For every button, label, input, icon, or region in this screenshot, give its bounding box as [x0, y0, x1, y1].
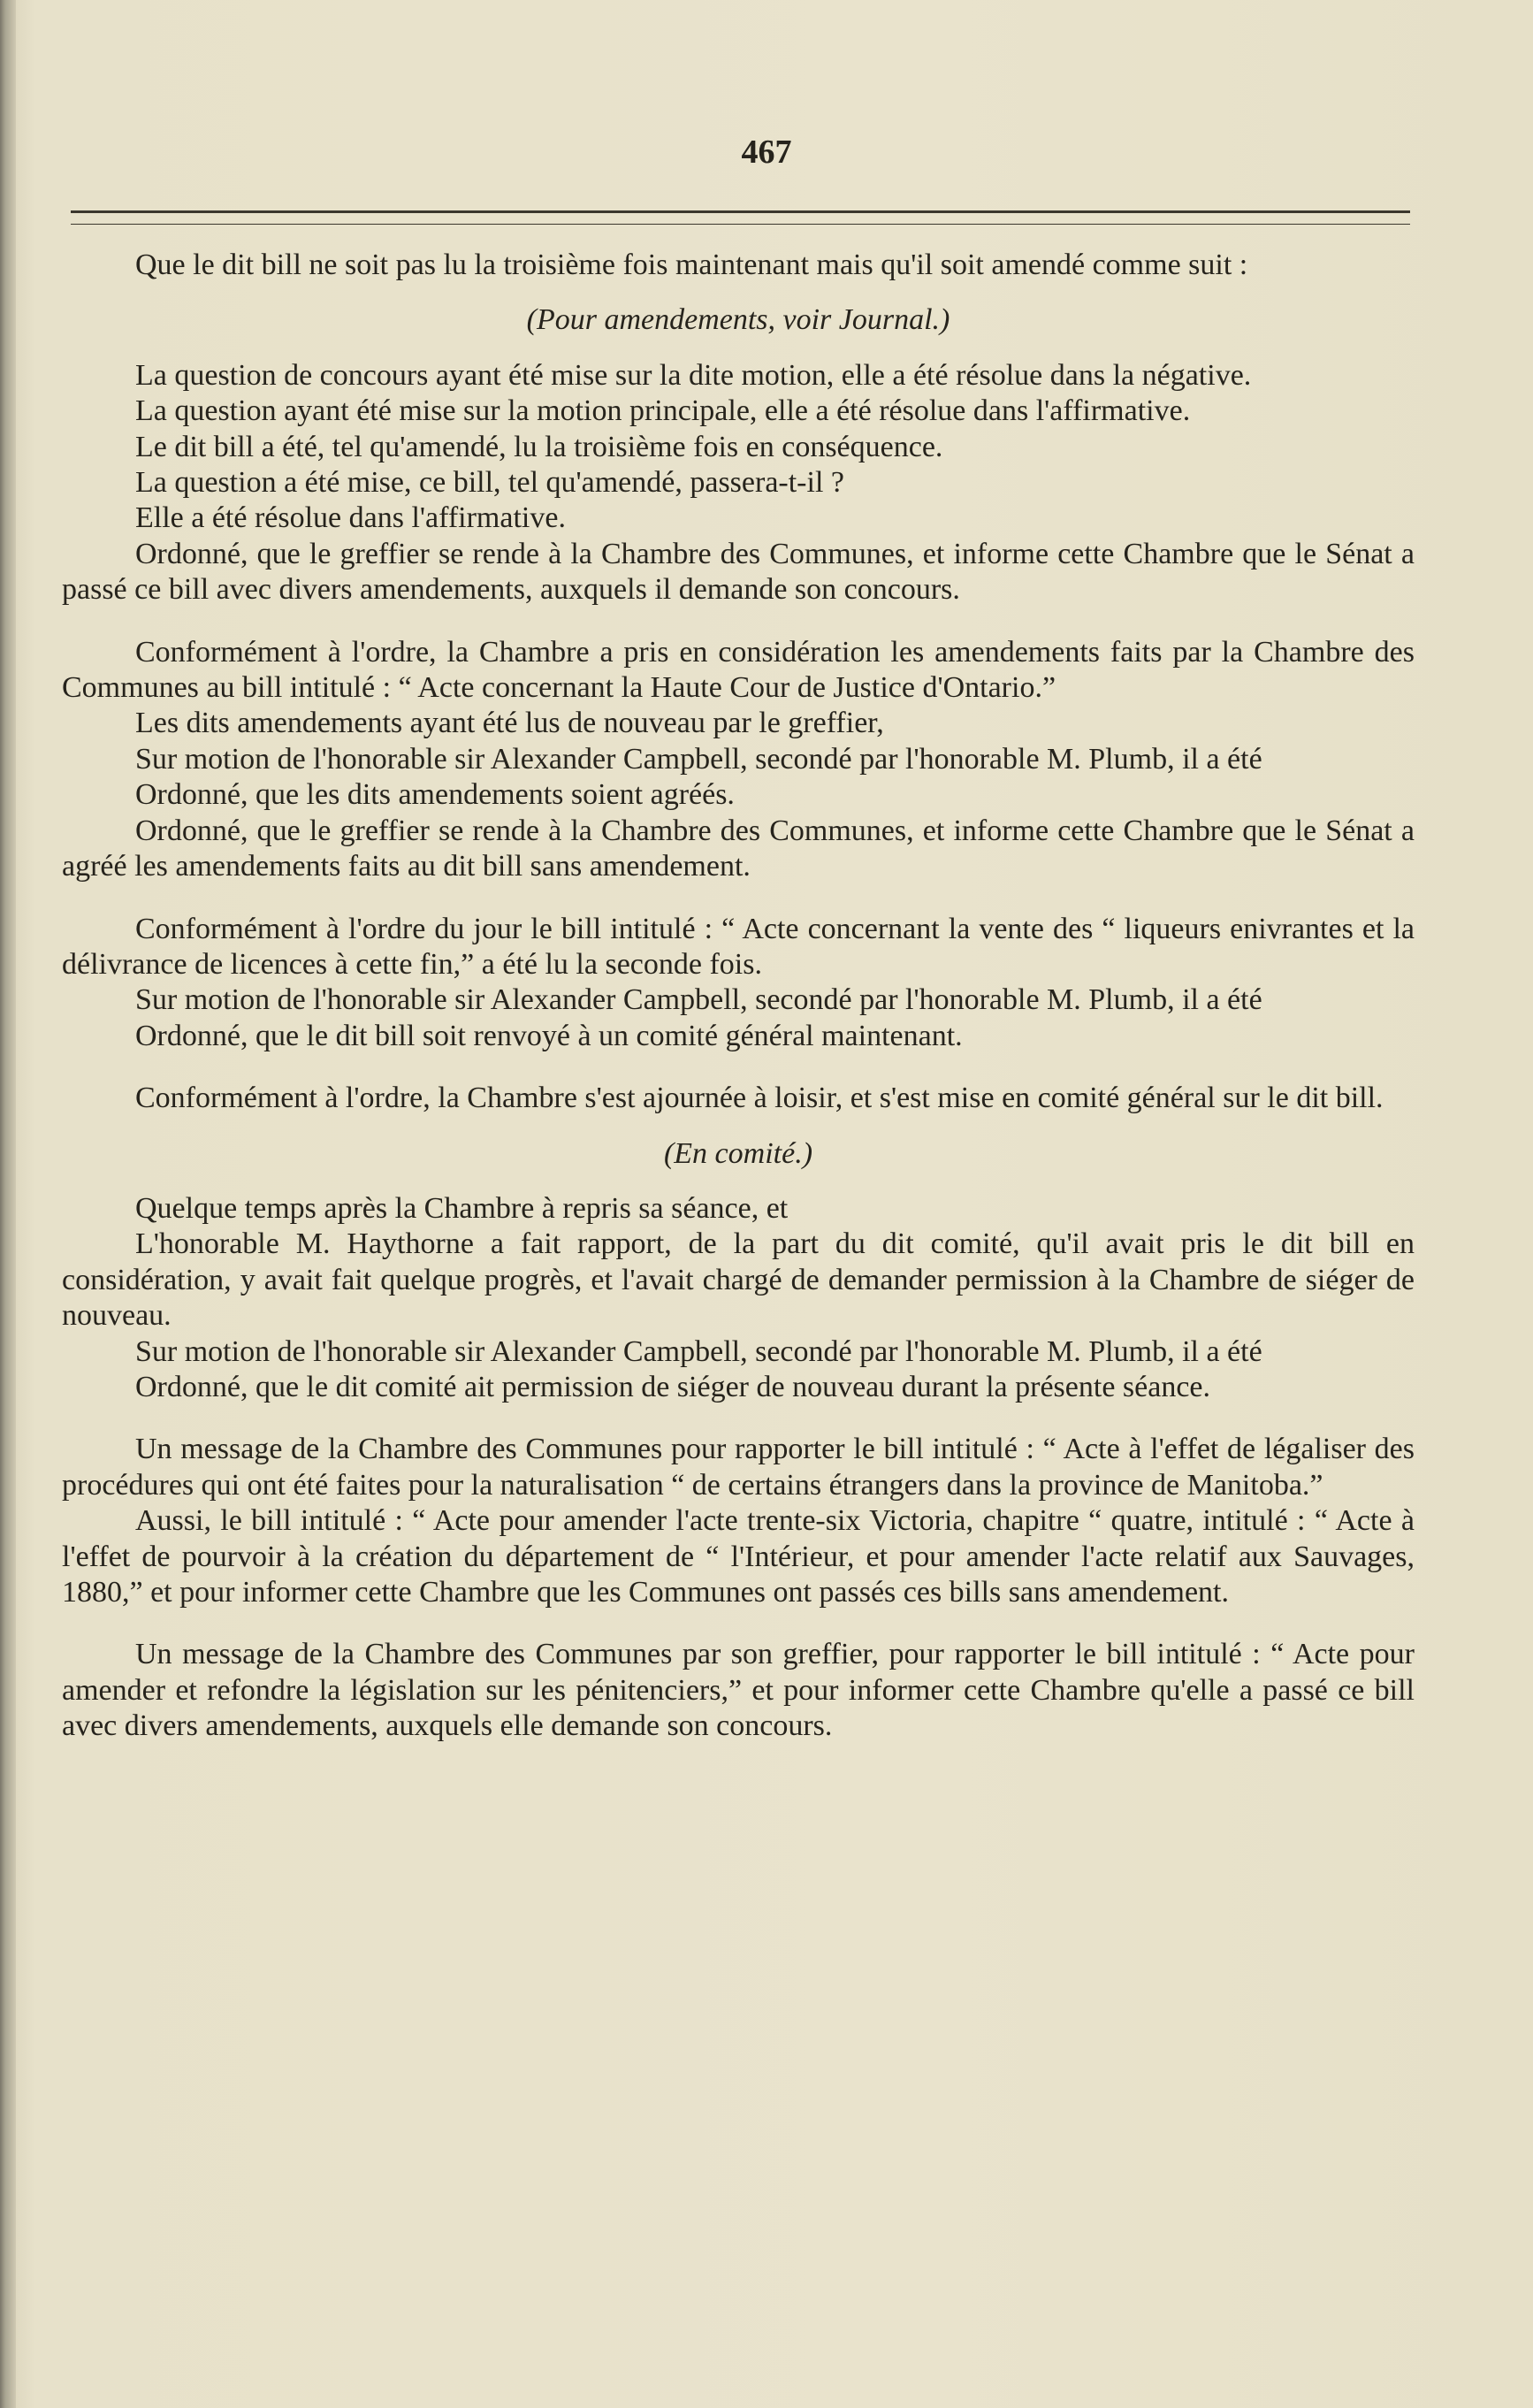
- paragraph: Ordonné, que le greffier se rende à la Chambre des Communes, et informe cette Chambre que le Sénat a agréé les amendements faits au dit bill sans amendement.: [62, 814, 1415, 883]
- paragraph: Ordonné, que le dit comité ait permission de siéger de nouveau durant la présente séance.: [135, 1370, 1211, 1403]
- paragraph: Ordonné, que les dits amendements soient agréés.: [135, 778, 735, 812]
- paragraph: Un message de la Chambre des Communes par son greffier, pour rapporter le bill intitulé : “ Acte pour amender et refondre la législation sur les pénitenciers,” et pour informer cette Chambre qu'elle a passé ce bill avec divers amendements, auxquels elle demande son concours.: [62, 1638, 1415, 1743]
- page-number: 467: [741, 134, 792, 171]
- paragraph: La question de concours ayant été mise sur la dite motion, elle a été résolue dans la négative.: [135, 358, 1252, 392]
- section-heading: (En comité.): [663, 1136, 813, 1170]
- paragraph: Elle a été résolue dans l'affirmative.: [135, 501, 566, 535]
- paragraph: La question a été mise, ce bill, tel qu'amendé, passera-t-il ?: [135, 466, 844, 500]
- paragraph: Conformément à l'ordre du jour le bill intitulé : “ Acte concernant la vente des “ liqueurs enivrantes et la délivrance de licences à cette fin,” a été lu la seconde fois.: [62, 912, 1415, 981]
- paragraph: Conformément à l'ordre, la Chambre s'est ajournée à loisir, et s'est mise en comité général sur le dit bill.: [135, 1082, 1384, 1115]
- paragraph: Que le dit bill ne soit pas lu la troisième fois maintenant mais qu'il soit amendé comme suit :: [135, 248, 1248, 281]
- paragraph: Aussi, le bill intitulé : “ Acte pour amender l'acte trente-six Victoria, chapitre “ quatre, intitulé : “ Acte à l'effet de pourvoir à la création du département de “ l'Intérieur, et pour amender l'acte relatif aux Sauvages, 1880,” et pour informer cette Chambre que les Communes ont passés ces bills sans amendement.: [62, 1504, 1415, 1609]
- paragraph: Sur motion de l'honorable sir Alexander Campbell, secondé par l'honorable M. Plumb, il a été: [135, 1334, 1262, 1368]
- paragraph: Ordonné, que le greffier se rende à la Chambre des Communes, et informe cette Chambre que le Sénat a passé ce bill avec divers amendements, auxquels il demande son concours.: [62, 537, 1415, 607]
- book-spine-shadow: [0, 0, 16, 2408]
- paragraph: Les dits amendements ayant été lus de nouveau par le greffier,: [135, 707, 884, 740]
- header-double-rule: [71, 210, 1410, 225]
- paragraph: La question ayant été mise sur la motion principale, elle a été résolue dans l'affirmative.: [135, 394, 1191, 428]
- paragraph: Conformément à l'ordre, la Chambre a pris en considération les amendements faits par la Chambre des Communes au bill intitulé : “ Acte concernant la Haute Cour de Justice d'Ontario.”: [62, 635, 1415, 705]
- paragraph: Ordonné, que le dit bill soit renvoyé à un comité général maintenant.: [135, 1019, 963, 1052]
- paragraph: L'honorable M. Haythorne a fait rapport, de la part du dit comité, qu'il avait pris le dit bill en considération, y avait fait quelque progrès, et l'avait chargé de demander permission à la Chambre de siéger de nouveau.: [62, 1227, 1415, 1333]
- section-heading: (Pour amendements, voir Journal.): [526, 303, 950, 337]
- paragraph: Un message de la Chambre des Communes pour rapporter le bill intitulé : “ Acte à l'effet de légaliser des procédures qui ont été faites pour la naturalisation “ de certains étrangers dans la province de Manitoba.”: [62, 1433, 1415, 1502]
- paragraph: Quelque temps après la Chambre à repris sa séance, et: [135, 1191, 789, 1225]
- paragraph: Le dit bill a été, tel qu'amendé, lu la troisième fois en conséquence.: [135, 430, 943, 463]
- paragraph: Sur motion de l'honorable sir Alexander Campbell, secondé par l'honorable M. Plumb, il a été: [135, 742, 1262, 776]
- body-text: [62, 248, 1415, 1745]
- paragraph: Sur motion de l'honorable sir Alexander Campbell, secondé par l'honorable M. Plumb, il a été: [135, 983, 1262, 1017]
